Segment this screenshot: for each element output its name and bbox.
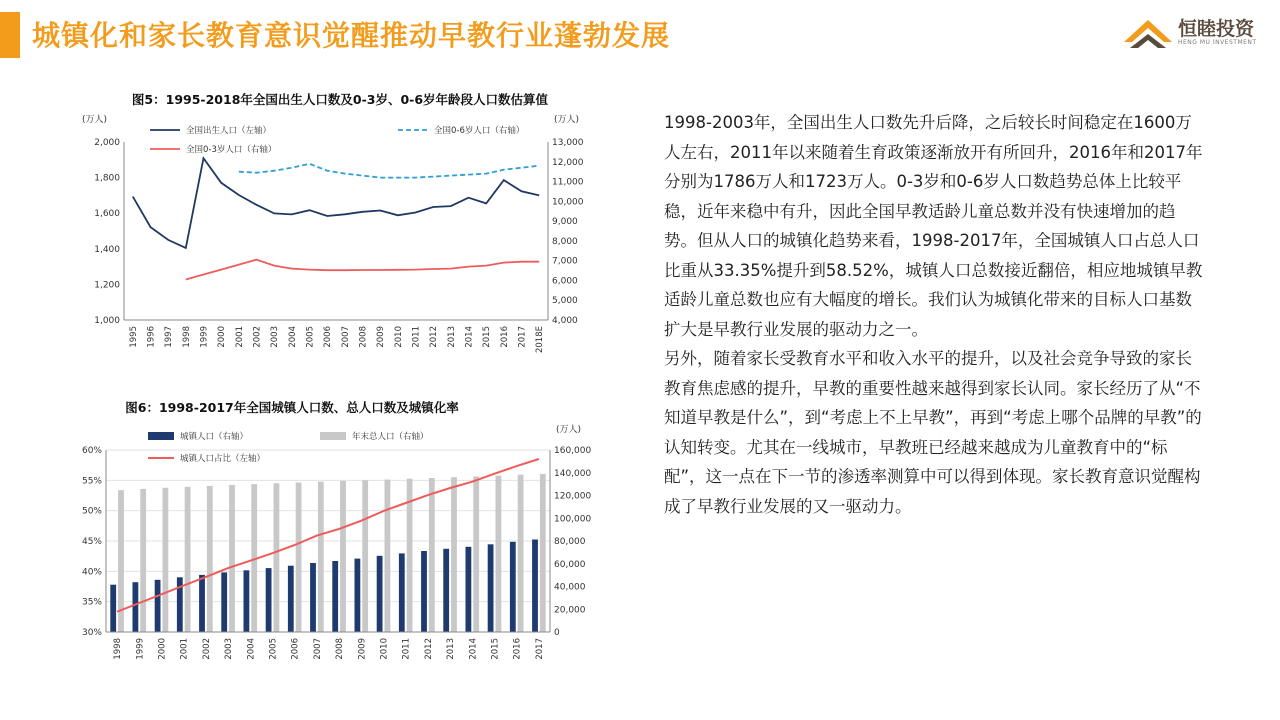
page-title: 城镇化和家长教育意识觉醒推动早教行业蓬勃发展 — [32, 19, 671, 52]
bar — [244, 570, 250, 632]
y-tick-label-right: 6,000 — [552, 276, 578, 287]
x-tick-label: 2015 — [490, 638, 501, 660]
bar — [340, 481, 346, 632]
bar — [510, 542, 516, 632]
y-axis-label-right: (万人) — [554, 115, 580, 125]
bar — [421, 551, 427, 632]
y-tick-label-right: 4,000 — [552, 316, 578, 326]
bar — [443, 549, 449, 632]
x-tick-label: 2013 — [446, 638, 457, 660]
x-tick-label: 1996 — [146, 326, 157, 348]
x-tick-label: 2012 — [423, 638, 434, 660]
bar — [429, 478, 435, 632]
body-text — [664, 108, 1204, 521]
logo-name: 恒睦投资 — [1178, 18, 1255, 40]
bar — [221, 572, 227, 632]
x-tick-label: 2006 — [290, 638, 301, 660]
y-tick-label-left: 55% — [81, 476, 102, 487]
chart-title: 图5：1995-2018年全国出生人口数及0-3岁、0-6岁年龄段人口数估算值 — [131, 92, 549, 107]
y-tick-label-right: 10,000 — [552, 197, 584, 208]
x-tick-label: 2007 — [312, 638, 323, 660]
x-tick-label: 2000 — [157, 638, 168, 660]
y-tick-label-right: 13,000 — [552, 138, 584, 148]
x-tick-label: 2010 — [379, 638, 390, 660]
bar — [207, 486, 213, 632]
bar — [296, 483, 302, 633]
bar — [266, 568, 272, 632]
chart-birth-population — [80, 86, 600, 366]
bar — [332, 561, 338, 632]
x-tick-label: 2016 — [512, 638, 523, 660]
y-tick-label-right: 120,000 — [554, 491, 592, 502]
x-tick-label: 2003 — [270, 326, 281, 348]
bar — [133, 582, 139, 632]
y-tick-label-left: 50% — [81, 506, 102, 517]
bar — [377, 556, 383, 632]
y-tick-label-right: 12,000 — [552, 157, 584, 168]
bar — [229, 485, 235, 632]
x-tick-label: 2012 — [429, 326, 440, 348]
bar — [199, 575, 205, 632]
bar — [163, 488, 169, 632]
x-tick-label: 2002 — [201, 638, 212, 660]
chart-urbanization — [80, 396, 600, 674]
x-tick-label: 2011 — [401, 638, 412, 660]
bar — [540, 474, 546, 632]
y-tick-label-right: 20,000 — [554, 605, 586, 616]
bar — [110, 585, 116, 632]
legend-label: 城镇人口占比（左轴） — [180, 454, 266, 464]
x-tick-label: 2018E — [535, 326, 546, 354]
y-axis-label-left: (万人) — [82, 115, 108, 125]
x-tick-label: 1997 — [164, 326, 175, 348]
y-tick-label-left: 1,600 — [94, 209, 120, 220]
x-tick-label: 2014 — [468, 638, 479, 660]
y-tick-label-left: 1,400 — [94, 244, 120, 255]
x-tick-label: 1998 — [181, 326, 192, 348]
bar — [496, 476, 502, 632]
x-tick-label: 2014 — [464, 326, 475, 348]
y-tick-label-left: 30% — [81, 628, 102, 638]
y-tick-label-right: 11,000 — [552, 177, 584, 188]
x-tick-label: 2004 — [287, 326, 298, 348]
bar — [362, 480, 368, 632]
series-line — [239, 164, 539, 178]
legend-label: 全国出生人口（左轴） — [186, 126, 272, 136]
bar — [473, 476, 479, 632]
y-tick-label-left: 1,200 — [94, 280, 120, 291]
y-tick-label-right: 7,000 — [552, 256, 578, 267]
x-tick-label: 2007 — [340, 326, 351, 348]
x-tick-label: 2005 — [305, 326, 316, 348]
y-tick-label-right: 5,000 — [552, 296, 578, 307]
x-tick-label: 2009 — [357, 638, 368, 660]
x-tick-label: 2005 — [268, 638, 279, 660]
paragraph-2: 另外，随着家长受教育水平和收入水平的提升，以及社会竞争导致的家长教育焦虑感的提升，早教的重要性越来越得到家长认同。家长经历了从“不知道早教是什么”，到“考虑上不上早教”，再到“考虑上哪个品牌的早教”的认知转变。尤其在一线城市，早教班已经越来越成为儿童教育中的“标配”，这一点在下一节的渗透率测算中可以得到体现。家长教育意识觉醒构成了早教行业发展的又一驱动力。 — [664, 349, 1202, 516]
company-logo — [1120, 12, 1270, 52]
x-tick-label: 2016 — [499, 326, 510, 348]
x-tick-label: 2017 — [517, 326, 528, 348]
y-tick-label-left: 2,000 — [94, 138, 120, 148]
legend-label: 全国0-3岁人口（右轴） — [186, 145, 277, 155]
chart-title: 图6：1998-2017年全国城镇人口数、总人口数及城镇化率 — [125, 400, 459, 415]
x-tick-label: 2009 — [376, 326, 387, 348]
x-tick-label: 1995 — [128, 326, 139, 348]
bar — [318, 482, 324, 632]
paragraph-1: 1998-2003年，全国出生人口数先升后降，之后较长时间稳定在1600万人左右，2011年以来随着生育政策逐渐放开有所回升，2016年和2017年分别为1786万人和1723万人。0-3岁和0-6岁人口数趋势总体上比较平稳，近年来稳中有升，因此全国早教适龄儿童总数并没有快速增加的趋势。但从人口的城镇化趋势来看，1998-2017年，全国城镇人口占总人口比重从33.35%提升到58.52%，城镇人口总数接近翻倍，相应地城镇早教适龄儿童总数也应有大幅度的增长。我们认为城镇化带来的目标人口基数扩大是早教行业发展的驱动力之一。 — [664, 113, 1203, 339]
x-tick-label: 2001 — [234, 326, 245, 348]
bar — [399, 553, 405, 632]
bar — [140, 489, 146, 632]
y-tick-label-left: 45% — [81, 537, 102, 547]
y-tick-label-right: 40,000 — [554, 582, 586, 593]
x-tick-label: 1998 — [113, 638, 124, 660]
x-tick-label: 1999 — [199, 326, 210, 348]
x-tick-label: 2006 — [323, 326, 334, 348]
x-tick-label: 2001 — [179, 638, 190, 660]
y-tick-label-right: 0 — [554, 628, 560, 638]
bar — [466, 547, 472, 632]
bar — [488, 544, 494, 632]
x-tick-label: 1999 — [135, 638, 146, 660]
x-tick-label: 2017 — [534, 638, 545, 660]
series-line — [186, 260, 539, 280]
bar — [288, 566, 294, 632]
x-tick-label: 2011 — [411, 326, 422, 348]
y-tick-label-left: 1,000 — [94, 316, 120, 326]
bar — [155, 580, 161, 632]
legend-label: 年末总人口（右轴） — [352, 432, 429, 442]
bar — [185, 487, 191, 632]
x-tick-label: 2008 — [358, 326, 369, 348]
logo-subtitle: HENG MU INVESTMENT — [1178, 39, 1257, 46]
x-tick-label: 2013 — [446, 326, 457, 348]
bar — [518, 475, 524, 632]
bar — [385, 480, 391, 633]
y-tick-label-right: 8,000 — [552, 236, 578, 247]
x-tick-label: 2000 — [217, 326, 228, 348]
y-tick-label-right: 60,000 — [554, 559, 586, 570]
y-tick-label-right: 100,000 — [554, 514, 592, 525]
x-tick-label: 2004 — [246, 638, 257, 660]
bar — [355, 559, 361, 632]
legend-label: 城镇人口（右轴） — [180, 432, 249, 442]
legend-swatch — [320, 432, 346, 440]
bar — [274, 483, 280, 632]
y-tick-label-right: 160,000 — [554, 446, 592, 456]
bar — [532, 540, 538, 633]
bar — [451, 477, 457, 632]
y-axis-label-right: (万人) — [556, 425, 582, 435]
x-tick-label: 2015 — [482, 326, 493, 348]
y-tick-label-left: 35% — [81, 597, 102, 608]
x-tick-label: 2002 — [252, 326, 263, 348]
y-tick-label-left: 60% — [81, 446, 102, 456]
x-tick-label: 2010 — [393, 326, 404, 348]
x-tick-label: 2008 — [335, 638, 346, 660]
y-tick-label-right: 80,000 — [554, 537, 586, 547]
y-tick-label-right: 9,000 — [552, 217, 578, 228]
legend-swatch — [148, 432, 174, 440]
y-tick-label-left: 40% — [81, 567, 102, 578]
y-tick-label-right: 140,000 — [554, 468, 592, 479]
legend-label: 全国0-6岁人口（右轴） — [434, 126, 525, 136]
y-tick-label-left: 1,800 — [94, 173, 120, 184]
title-accent-bar — [0, 12, 20, 58]
bar — [310, 563, 316, 632]
x-tick-label: 2003 — [224, 638, 235, 660]
logo-mountain-icon — [1120, 12, 1176, 52]
